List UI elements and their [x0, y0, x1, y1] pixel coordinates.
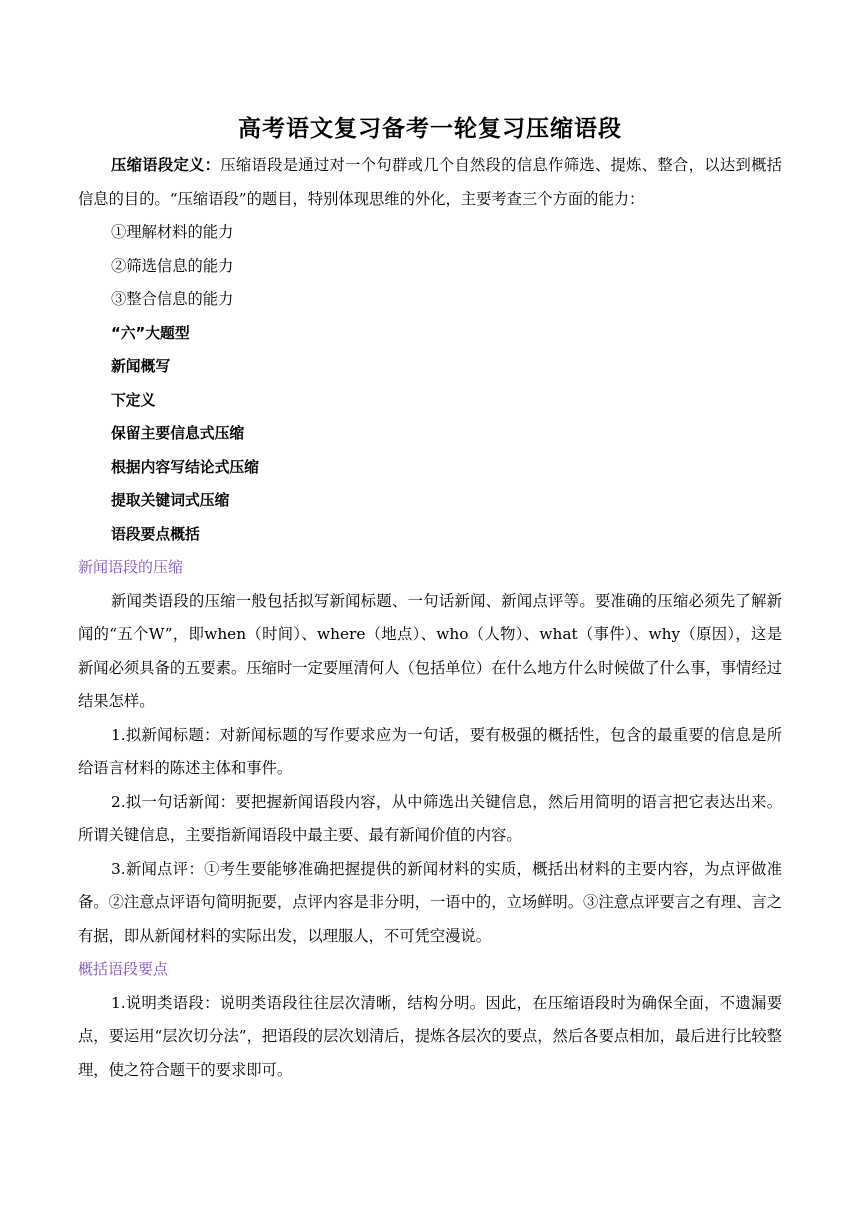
- ability-item: ①理解材料的能力: [111, 223, 234, 241]
- definition-label: 压缩语段定义：: [111, 156, 221, 174]
- type-item: 保留主要信息式压缩: [111, 425, 245, 442]
- ability-item: ②筛选信息的能力: [111, 256, 234, 275]
- definition-paragraph: [78, 149, 782, 216]
- news-intro-paragraph: 新闻类语段的压缩一般包括拟写新闻标题、一句话新闻、新闻点评等。要准确的压缩必须先了解新闻的“五个W”，即when（时间）、where（地点）、who（人物）、what（事件）、why（原因），这是新闻必须具备的五要素。压缩时一定要厘清何人（包括单位）在什么地方什么时候做了什么事，事情经过结果怎样。: [78, 591, 782, 710]
- type-item: 语段要点概括: [111, 525, 200, 543]
- ability-item: ③整合信息的能力: [111, 290, 234, 308]
- expository-paragraph: 1.说明类语段：说明类语段往往层次清晰，结构分明。因此，在压缩语段时为确保全面，不遗漏要点，要运用“层次切分法”，把语段的层次划清后，提炼各层次的要点，然后各要点相加，最后进行比较整理，使之符合题干的要求即可。: [78, 993, 783, 1079]
- type-item: 根据内容写结论式压缩: [111, 458, 259, 476]
- document-title: 高考语文复习备考一轮复习压缩语段: [238, 116, 622, 142]
- section-heading-news: 新闻语段的压缩: [78, 558, 184, 576]
- section-heading-summary: 概括语段要点: [78, 960, 169, 978]
- news-comment-paragraph: 3.新闻点评：①考生要能够准确把握提供的新闻材料的实质，概括出材料的主要内容，为点评做准备。②注意点评语句简明扼要，点评内容是非分明，一语中的，立场鲜明。③注意点评要言之有理、言之有据，即从新闻材料的实际出发，以理服人，不可凭空漫说。: [78, 859, 782, 945]
- definition-text: 压缩语段是通过对一个句群或几个自然段的信息作筛选、提炼、整合，以达到概括信息的目的。“压缩语段”的题目，特别体现思维的外化，主要考查三个方面的能力：: [78, 156, 782, 208]
- one-sentence-news-paragraph: 2.拟一句话新闻：要把握新闻语段内容，从中筛选出关键信息，然后用简明的语言把它表达出来。所谓关键信息，主要指新闻语段中最主要、最有新闻价值的内容。: [78, 792, 782, 844]
- document-body: [78, 149, 782, 1087]
- type-item: 下定义: [111, 391, 156, 409]
- type-item: 提取关键词式压缩: [111, 492, 230, 509]
- types-heading: “六”大题型: [111, 324, 190, 342]
- type-item: 新闻概写: [111, 358, 171, 375]
- news-title-paragraph: 1.拟新闻标题：对新闻标题的写作要求应为一句话，要有极强的概括性，包含的最重要的信息是所给语言材料的陈述主体和事件。: [78, 725, 782, 777]
